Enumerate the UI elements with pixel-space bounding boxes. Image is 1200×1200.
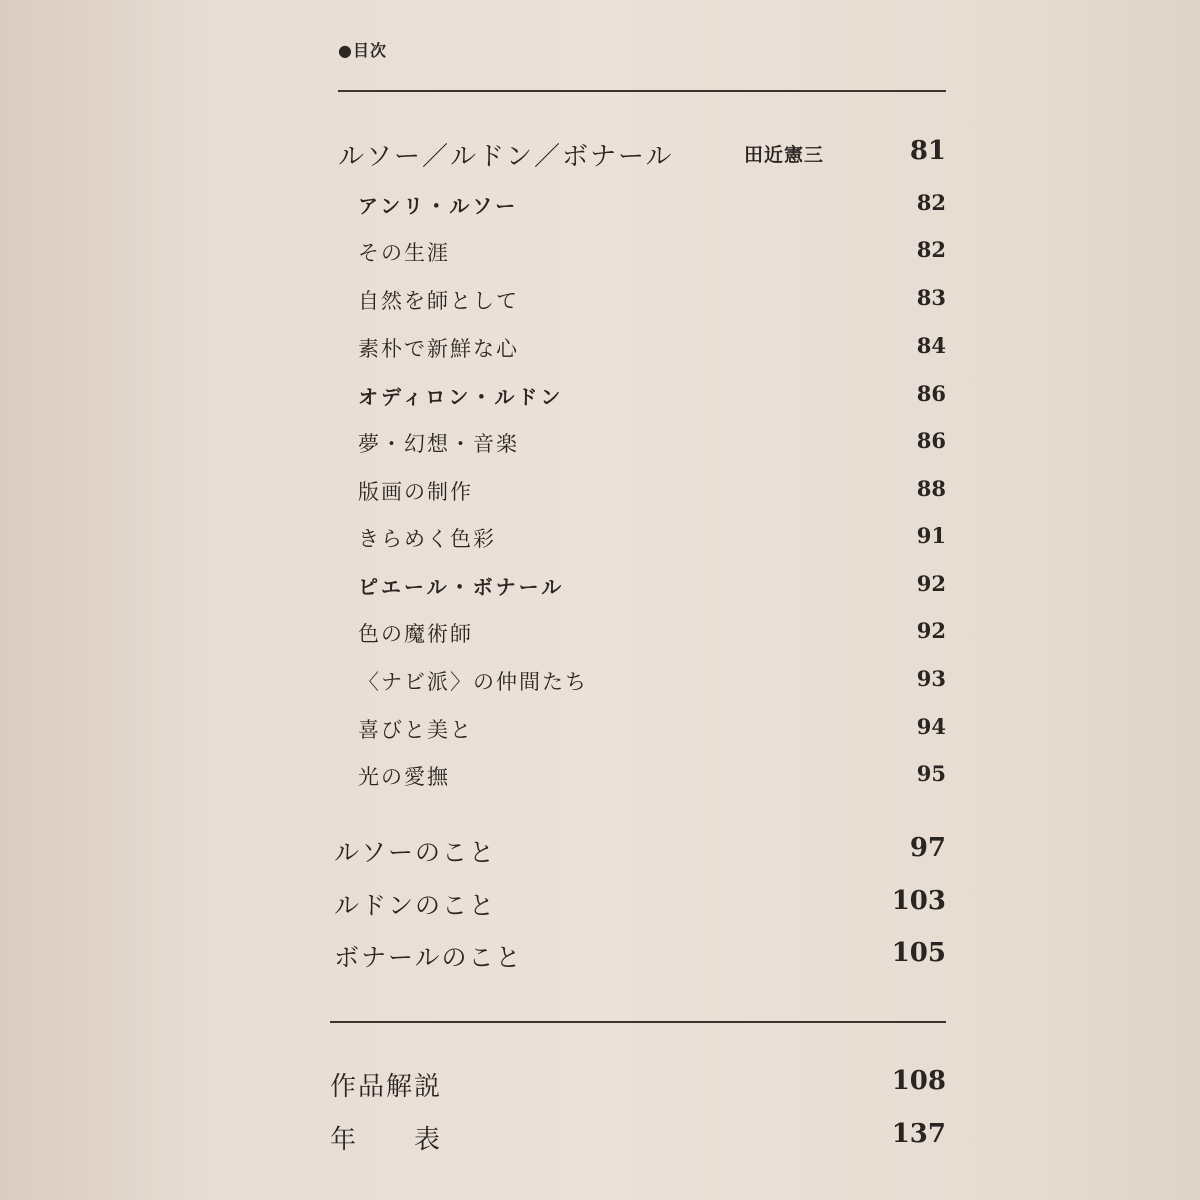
- page-number: 86: [916, 381, 946, 406]
- page-number: 94: [916, 714, 946, 739]
- subsection-title: 自然を師として: [358, 289, 519, 313]
- page-number: 82: [916, 190, 946, 215]
- subsection-title: 色の魔術師: [358, 622, 473, 646]
- page-number: 93: [916, 666, 946, 691]
- page-number: 103: [891, 886, 946, 916]
- page-number: 86: [916, 428, 946, 453]
- page-number: 81: [909, 136, 946, 166]
- page-number: 82: [916, 237, 946, 262]
- page-number: 83: [916, 285, 946, 310]
- subsection-title: 夢・幻想・音楽: [358, 432, 519, 456]
- section-author: 田近憲三: [744, 144, 825, 166]
- page-number: 92: [916, 618, 946, 643]
- essay-title: ルソーのこと: [334, 838, 497, 867]
- page-number: 91: [916, 523, 946, 548]
- subsection-title: 素朴で新鮮な心: [358, 337, 519, 361]
- page-number: 95: [916, 761, 946, 786]
- top-divider: [338, 90, 946, 92]
- essay-title: ボナールのこと: [334, 943, 523, 972]
- page-number: 105: [891, 938, 946, 968]
- back-matter-title: 年 表: [330, 1125, 443, 1155]
- subsection-title: 光の愛撫: [358, 765, 450, 789]
- toc-heading: ●目次: [338, 41, 387, 60]
- subsection-title: その生涯: [358, 241, 450, 265]
- subsection-title: オディロン・ルドン: [358, 385, 564, 409]
- page-number: 97: [909, 833, 946, 863]
- page-number: 92: [916, 571, 946, 596]
- page-number: 108: [891, 1066, 946, 1096]
- subsection-title: 〈ナビ派〉の仲間たち: [358, 670, 588, 694]
- page-number: 137: [891, 1119, 946, 1149]
- page-number: 88: [916, 476, 946, 501]
- bottom-divider: [330, 1021, 946, 1023]
- back-matter-title: 作品解説: [330, 1072, 443, 1102]
- subsection-title: 版画の制作: [358, 480, 473, 504]
- section-title: ルソー／ルドン／ボナール: [338, 142, 674, 172]
- subsection-title: 喜びと美と: [358, 718, 473, 742]
- subsection-title: きらめく色彩: [358, 527, 496, 551]
- subsection-title: ピエール・ボナール: [358, 575, 565, 599]
- subsection-title: アンリ・ルソー: [358, 194, 519, 218]
- page-number: 84: [916, 333, 946, 358]
- essay-title: ルドンのこと: [334, 891, 497, 920]
